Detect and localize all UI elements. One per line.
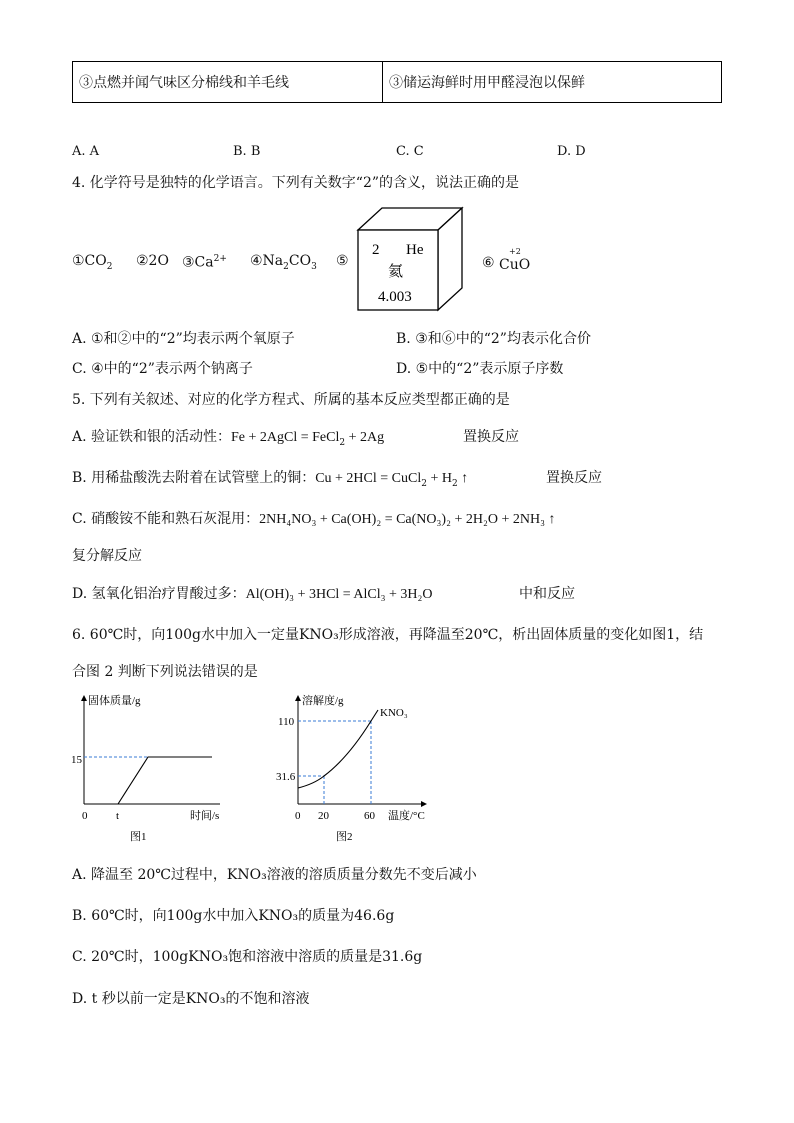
q4-stem: 4. 化学符号是独特的化学语言。下列有关数字“2”的含义，说法正确的是: [72, 175, 520, 191]
q4-item-6-formula: CuO: [499, 257, 531, 273]
q6-option-a[interactable]: A. 降温至 20℃过程中，KNO₃溶液的溶质质量分数先不变后减小: [72, 867, 477, 883]
q3-table-left-cell: ③点燃并闻气味区分棉线和羊毛线: [73, 62, 383, 103]
q4-option-b[interactable]: B. ③和⑥中的“2”均表示化合价: [396, 331, 591, 347]
fig2-ylabel: 溶解度/g: [302, 695, 344, 707]
q6-option-d[interactable]: D. t 秒以前一定是KNO₃的不饱和溶液: [72, 991, 310, 1007]
q5-a-type: 置换反应: [463, 429, 519, 445]
q4-item-2: ②2O: [136, 253, 169, 269]
q5-b-type: 置换反应: [546, 470, 602, 486]
fig1-ytick-15: 15: [71, 754, 82, 766]
fig1-caption: 图1: [130, 831, 147, 843]
q4-item-1: $①CO_2$: [72, 253, 113, 272]
q5-option-d[interactable]: D. 氢氧化铝治疗胃酸过多：Al(OH)₃ + 3HCl = AlCl₃ + 3H₂O: [72, 586, 433, 602]
q4-option-d[interactable]: D. ⑤中的“2”表示原子序数: [396, 361, 564, 377]
fig2-ytick-31-6: 31.6: [276, 771, 296, 783]
element-symbol: He: [406, 242, 424, 258]
figure-2: [276, 688, 446, 848]
q5-stem: 5. 下列有关叙述、对应的化学方程式、所属的基本反应类型都正确的是: [72, 392, 510, 408]
q4-item-5: ⑤: [336, 253, 349, 269]
q5-option-c[interactable]: C. 硝酸铵不能和熟石灰混用：2NH₄NO₃ + Ca(OH)₂ = Ca(NO₃)₂ + 2H₂O + 2NH₃ ↑: [72, 511, 556, 527]
q4-option-a[interactable]: A. ①和②中的“2”均表示两个氧原子: [72, 331, 295, 347]
q6-stem-line2: 合图 2 判断下列说法错误的是: [72, 664, 258, 680]
fig2-origin: 0: [295, 810, 301, 822]
q3-table-right-cell: ③储运海鲜时用甲醛浸泡以保鲜: [383, 62, 722, 103]
q5-option-a[interactable]: A. 验证铁和银的活动性：Fe + 2AgCl = FeCl$_2$ + 2Ag: [72, 429, 385, 448]
fig1-xlabel: 时间/s: [190, 810, 220, 822]
q4-item-6-charge: +2: [509, 247, 521, 256]
helium-element-cube: [356, 206, 466, 312]
fig1-origin: 0: [82, 810, 88, 822]
q4-item-4: $④Na_2CO_3$: [250, 253, 317, 272]
q5-option-b[interactable]: B. 用稀盐酸洗去附着在试管壁上的铜：Cu + 2HCl = CuCl$_2$ + $H_2$ ↑: [72, 470, 469, 489]
q3-option-a[interactable]: A. A: [72, 144, 100, 159]
q4-option-c[interactable]: C. ④中的“2”表示两个钠离子: [72, 361, 253, 377]
q5-c-type: 复分解反应: [72, 548, 142, 564]
q3-option-c[interactable]: C. C: [396, 144, 424, 159]
fig2-caption: 图2: [336, 831, 353, 843]
fig2-xtick-20: 20: [318, 810, 329, 822]
q5-d-type: 中和反应: [519, 586, 575, 602]
q6-stem-line1: 6. 60℃时，向100g水中加入一定量KNO₃形成溶液，再降温至20℃，析出固体质量的变化如图1，结: [72, 627, 704, 643]
fig2-ytick-110: 110: [278, 716, 295, 728]
q3-option-d[interactable]: D. D: [557, 144, 586, 159]
fig2-series-label: KNO₃: [380, 707, 408, 719]
element-number: 2: [372, 242, 380, 258]
q3-table: [72, 61, 722, 103]
element-mass: 4.003: [378, 289, 412, 305]
fig2-xlabel: 温度/°C: [388, 810, 425, 822]
fig1-ylabel: 固体质量/g: [88, 695, 141, 707]
q4-item-3: $③Ca^{2+}$: [182, 254, 227, 271]
q3-option-b[interactable]: B. B: [233, 144, 261, 159]
q4-item-6: ⑥: [482, 255, 495, 271]
fig1-t-tick: t: [116, 810, 120, 822]
fig2-xtick-60: 60: [364, 810, 375, 822]
element-name: 氦: [388, 264, 404, 280]
q6-option-c[interactable]: C. 20℃时，100gKNO₃饱和溶液中溶质的质量是31.6g: [72, 949, 423, 965]
fig1-curve: [118, 757, 212, 804]
q6-option-b[interactable]: B. 60℃时，向100g水中加入KNO₃的质量为46.6g: [72, 908, 395, 924]
figure-1: [70, 688, 230, 848]
